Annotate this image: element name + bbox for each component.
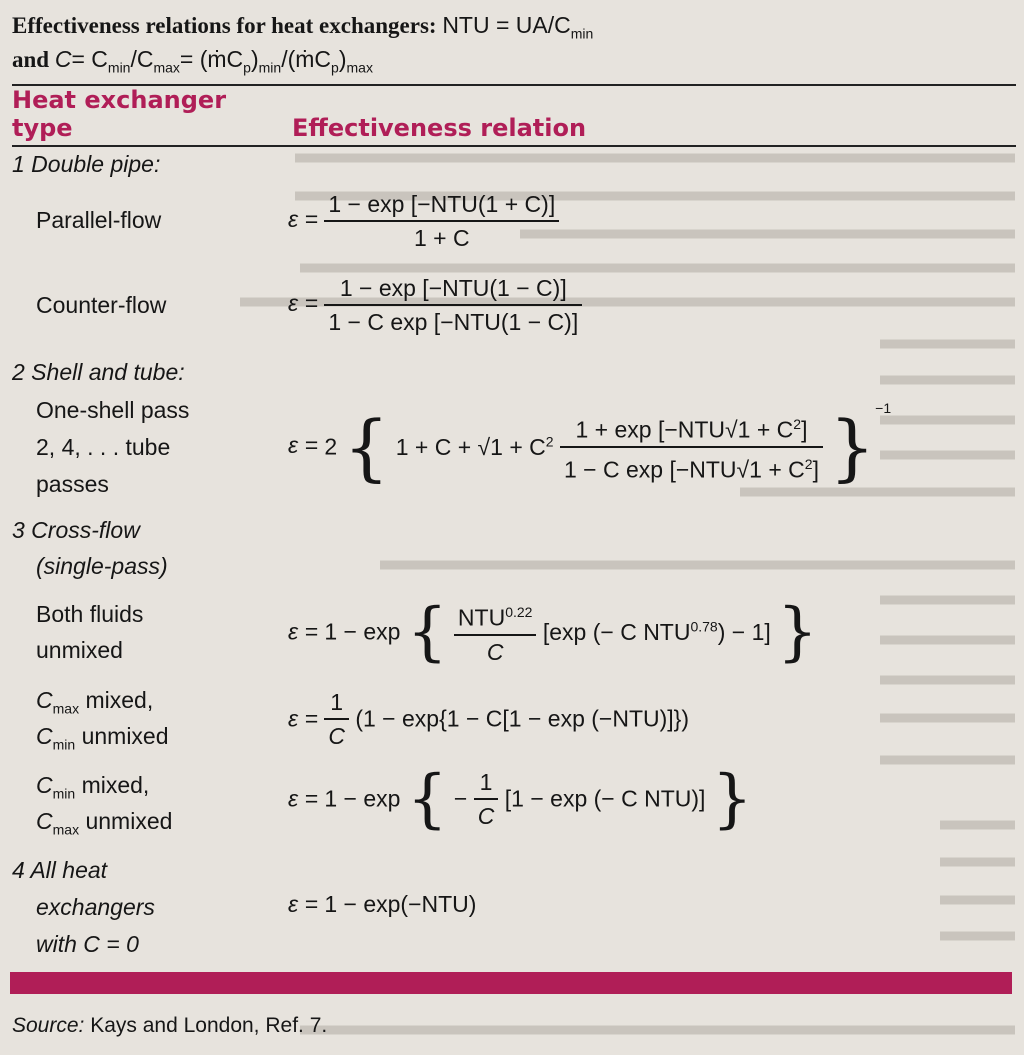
caption-line-1 <box>12 10 593 49</box>
row-cmax-1-sub: max <box>52 700 80 717</box>
eq-cmin-eps: ε = <box>288 785 318 812</box>
row-cmax-2-rest: unmixed <box>75 723 169 749</box>
row-shell-tube: 2 Shell and tube: <box>12 359 185 385</box>
eq-counter-num: 1 − exp [−NTU(1 − C)] <box>324 272 582 306</box>
caption-slash-c: /C <box>130 46 154 72</box>
row-double-pipe-text: 1 Double pipe: <box>12 151 161 177</box>
caption-eq: = C <box>71 46 108 72</box>
eq-cross-den: C <box>486 638 504 665</box>
header-type-line-1: Heat exchanger <box>12 86 227 114</box>
row-cross-2: (single-pass) <box>36 553 168 579</box>
row-one-shell-3: passes <box>36 471 109 497</box>
eq-shell-mid-wrap <box>396 434 554 460</box>
row-parallel: Parallel-flow <box>36 207 162 233</box>
caption-and: and <box>12 47 55 72</box>
caption-sub-max: max <box>153 59 180 76</box>
eq-shell-eps: ε = <box>288 432 318 458</box>
row-both-2: unmixed <box>36 637 123 663</box>
caption-formula <box>442 12 594 42</box>
eq-cross-eps: ε = <box>288 618 318 645</box>
row-counter: Counter-flow <box>36 292 167 318</box>
row-double-pipe <box>12 146 160 182</box>
eq-cmin-den: C <box>477 803 495 829</box>
eq-cmin-mixed <box>288 762 753 836</box>
row-one-shell-2: 2, 4, . . . tube <box>36 434 171 460</box>
row-cmax-2-c: C <box>36 723 53 749</box>
eq-cross-rest-wrap <box>543 619 771 645</box>
eq-counter <box>288 272 582 338</box>
row-cmin-1-sub: min <box>52 785 76 802</box>
eq-shell-right-brace: } <box>829 404 876 489</box>
eq-cross-num-text: NTU <box>457 604 506 631</box>
eq-cross-both <box>288 596 818 668</box>
eq-counter-eps: ε = <box>288 290 318 317</box>
eq-cross-left-brace: { <box>406 594 448 669</box>
eq-counter-fraction <box>324 272 582 338</box>
eq-parallel-eps: ε = <box>288 206 318 233</box>
caption-sub-min: min <box>107 59 131 76</box>
row-cmax-2 <box>36 718 169 763</box>
eq-cmin-num: 1 <box>474 766 499 800</box>
caption-formula-text: NTU = UA/C <box>442 12 571 38</box>
row-cmin-2-rest: unmixed <box>79 808 173 834</box>
row-cmin-2-c: C <box>36 808 53 834</box>
caption-mcp-2: /(ṁC <box>281 46 332 72</box>
row-cmin-1-rest: mixed, <box>75 772 150 798</box>
caption-p2: p <box>331 59 339 76</box>
eq-cmin-fraction <box>474 766 499 832</box>
eq-shell-lead: 2 <box>324 433 338 460</box>
row-all-1: 4 All heat <box>12 857 108 883</box>
eq-all-rest: 1 − exp(−NTU) <box>324 891 477 917</box>
eq-cmin-minus: − <box>453 785 468 812</box>
row-both-1: Both fluids <box>36 601 144 627</box>
caption-C: C <box>54 46 72 72</box>
eq-cmin-lead: 1 − exp <box>324 785 401 812</box>
eq-cmax-den: C <box>328 723 345 749</box>
eq-cmin-right-brace: } <box>711 762 753 836</box>
eq-parallel-num: 1 − exp [−NTU(1 + C)] <box>324 188 559 222</box>
eq-all <box>288 891 476 918</box>
eq-shell-mid-sq: 2 <box>545 433 554 450</box>
eq-shell-fraction <box>560 408 823 485</box>
eq-cmax-eps: ε = <box>288 705 318 732</box>
row-cmin-2-sub: max <box>52 821 80 838</box>
eq-shell-num-end: ] <box>801 416 808 443</box>
caption-text: Effectiveness relations for heat exchangers: <box>12 13 443 38</box>
row-cross-1: 3 Cross-flow <box>12 517 140 543</box>
eq-shell-exponent: −1 <box>875 400 892 416</box>
footer-accent-bar <box>10 972 1012 994</box>
eq-cmin-rest: [1 − exp (− C NTU)] <box>504 785 706 812</box>
row-cmax-1-rest: mixed, <box>79 687 154 713</box>
header-type-line-2: type <box>12 114 73 142</box>
eq-cross-rest-end: ) − 1] <box>717 618 771 645</box>
eq-shell-den-sq: 2 <box>804 455 813 472</box>
eq-counter-den: 1 − C exp [−NTU(1 − C)] <box>328 309 579 335</box>
eq-shell-left-brace: { <box>343 404 390 489</box>
caption-sub-max-2: max <box>346 59 373 76</box>
eq-shell-num-text: 1 + exp [−NTU√1 + C <box>575 416 794 443</box>
header-type <box>12 86 226 142</box>
eq-parallel-den: 1 + C <box>413 225 470 251</box>
source-label: Source: <box>12 1014 85 1037</box>
eq-cross-num-sup: 0.22 <box>505 604 533 620</box>
caption-sub-min-2: min <box>258 59 282 76</box>
eq-cmin-left-brace: { <box>406 762 448 836</box>
caption-p1: p <box>243 59 251 76</box>
eq-all-eps: ε = <box>288 891 318 917</box>
row-cmin-1-c: C <box>36 772 53 798</box>
eq-cross-right-brace: } <box>777 594 818 669</box>
eq-cross-lead: 1 − exp <box>324 618 401 645</box>
source-note <box>12 1014 327 1038</box>
caption-close2: ) <box>338 46 347 72</box>
eq-cmax-mixed <box>288 686 689 752</box>
caption-mcp: = (ṁC <box>179 46 244 72</box>
row-all-2: exchangers <box>36 894 155 920</box>
eq-shell-den-text: 1 − C exp [−NTU√1 + C <box>563 456 805 483</box>
source-text: Kays and London, Ref. 7. <box>84 1014 328 1037</box>
eq-shell-den <box>560 448 823 486</box>
row-cmax-2-sub: min <box>52 736 76 753</box>
caption-line-2 <box>12 44 373 83</box>
eq-cross-rest: [exp (− C NTU <box>542 618 691 645</box>
eq-shell-num-sq: 2 <box>793 416 802 433</box>
eq-shell-mid: 1 + C + √1 + C <box>395 433 546 460</box>
caption-close1: ) <box>250 46 259 72</box>
header-relation: Effectiveness relation <box>292 114 587 142</box>
row-cmin-2 <box>36 803 172 848</box>
eq-cross-num <box>454 596 537 636</box>
eq-shell-num <box>560 408 823 448</box>
eq-parallel-fraction <box>324 188 559 254</box>
eq-cmax-rest: (1 − exp{1 − C[1 − exp (−NTU)]}) <box>355 705 690 732</box>
eq-cross-fraction <box>454 596 537 668</box>
caption-formula-sub: min <box>570 25 594 42</box>
header-rule <box>12 145 1016 147</box>
eq-cross-rest-sup: 0.78 <box>690 618 718 634</box>
row-cmax-1-c: C <box>36 687 53 713</box>
row-all-3: with C = 0 <box>36 931 139 957</box>
eq-shell-den-end: ] <box>812 456 819 483</box>
eq-cmax-num: 1 <box>324 686 349 720</box>
eq-cmax-fraction <box>324 686 349 752</box>
eq-shell <box>288 400 892 489</box>
eq-parallel <box>288 188 559 254</box>
row-one-shell-1: One-shell pass <box>36 397 190 423</box>
